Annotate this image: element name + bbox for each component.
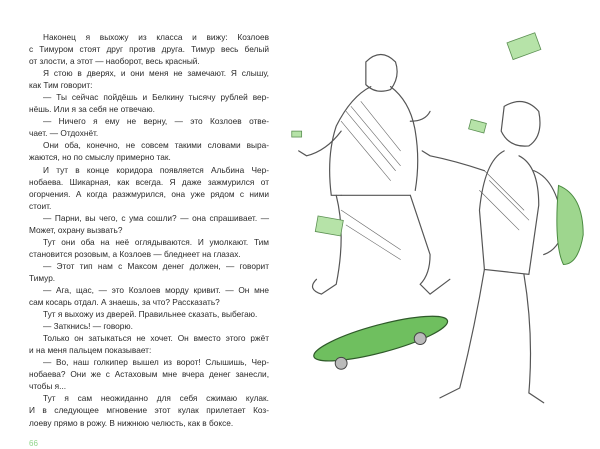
- text-line: Только он затыкаться не хочет. Он вместо этого ржёт: [43, 333, 269, 344]
- text-line: стоит.: [29, 200, 52, 211]
- text-line: огорчения. А когда разжмурился, она уже рядом с ними: [29, 188, 269, 199]
- text-line: Тимур.: [29, 272, 56, 283]
- text-line: нобаева? Они же с Астаховым мне вчера денег занесли,: [29, 369, 269, 380]
- text-line: Может, охрану вызвать?: [29, 224, 123, 235]
- text-line: нёшь. Или я за себя не отвечаю.: [29, 104, 155, 115]
- text-line: с Тимуром стоят друг против друга. Тимур весь белый: [29, 44, 269, 55]
- text-line: — Этот тип нам с Максом денег должен, — говорит: [43, 260, 269, 271]
- page-number: 66: [29, 438, 38, 448]
- text-line: становится розовым, а Козлоев — бледнеет на глазах.: [29, 248, 241, 259]
- text-line: — Парни, вы чего, с ума сошли? — она спрашивает. —: [43, 212, 269, 223]
- left-page: [29, 31, 269, 449]
- text-line: — Ты сейчас пойдёшь и Белкину тысячу рублей вер-: [43, 92, 269, 103]
- text-line: Тут я сам неожиданно для себя сжимаю кулак.: [43, 393, 269, 404]
- text-line: от злости, а этот — наоборот, весь красный.: [29, 56, 200, 67]
- text-line: Наконец я выхожу из класса и вижу: Козлоев: [43, 32, 269, 42]
- text-line: жаются, но по смыслу примерно так.: [29, 152, 171, 163]
- text-line: И в следующее мгновение этот кулак прилетает Коз-: [29, 405, 269, 416]
- text-line: чтобы я...: [29, 381, 67, 392]
- hatching: [341, 101, 529, 259]
- text-line: — Ага, щас, — это Козлоев морду кривит. — Он мне: [43, 284, 269, 295]
- text-line: Они оба, конечно, не совсем такими словами выра-: [43, 140, 269, 151]
- text-line: Тут они оба на неё оглядываются. И умолкают. Тим: [43, 236, 269, 247]
- illustration-boys-fight: [272, 10, 600, 434]
- boy-running-figure: [299, 55, 450, 295]
- boy-laughing-figure: [422, 102, 563, 403]
- text-line: И тут в конце коридора появляется Альбина Чер-: [43, 164, 269, 175]
- text-line: Я стою в дверях, и они меня не замечают. Я слышу,: [43, 68, 269, 79]
- text-line: — Во, наш голкипер вышел из ворот! Слышишь, Чер-: [43, 357, 269, 368]
- green-skateboard: [310, 307, 451, 370]
- text-line: Тут я выхожу из дверей. Правильнее сказать, выбегаю.: [43, 309, 258, 320]
- text-line: и на меня пальцем показывает:: [29, 345, 152, 356]
- text-line: — Ничего я ему не верну, — это Козлоев отве-: [43, 116, 269, 127]
- text-line: сам косарь отдал. А знаешь, за что? Рассказать?: [29, 297, 220, 308]
- green-backpack: [557, 185, 583, 264]
- text-line: — Заткнись! — говорю.: [43, 321, 133, 332]
- text-line: нобаева. Шикарная, как всегда. Я даже зажмурился от: [29, 176, 269, 187]
- body-text: [29, 31, 269, 429]
- text-line: чает. — Отдохнёт.: [29, 128, 99, 139]
- text-line: как Тим говорит:: [29, 80, 93, 91]
- text-line: лоеву прямо в рожу. В нижнюю челюсть, как в боксе.: [29, 417, 234, 428]
